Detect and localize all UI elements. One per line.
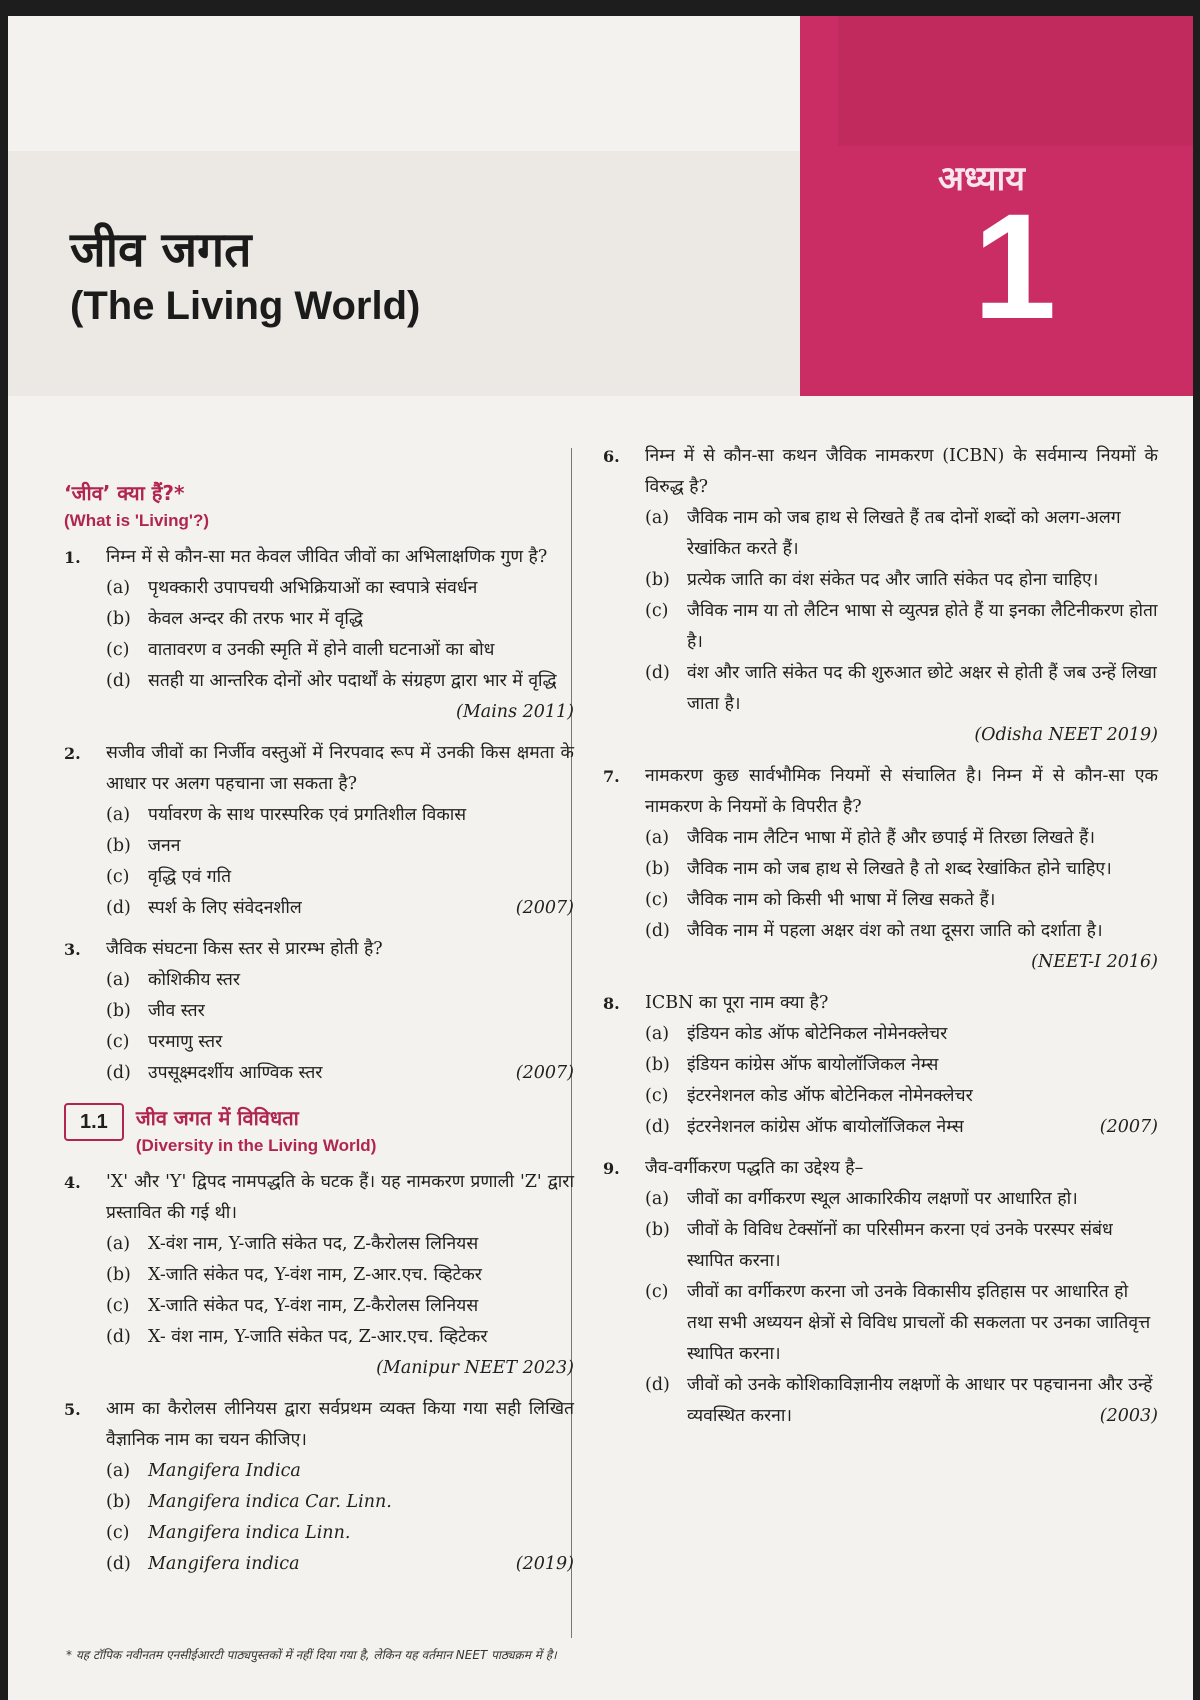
option-c: (c) X-जाति संकेत पद, Y-वंश नाम, Z-कैरोलस लिनियस <box>106 1296 479 1316</box>
question-source: (2019) <box>515 1554 574 1574</box>
question-number: 7. <box>603 767 620 786</box>
question-number: 8. <box>603 994 620 1013</box>
option-d: (d) इंटरनेशनल कांग्रेस ऑफ बायोलॉजिकल नेम्स (2007) <box>645 1112 1158 1143</box>
question-text: निम्न में से कौन-सा मत केवल जीवित जीवों का अभिलाक्षणिक गुण है? <box>106 547 548 567</box>
section-heading-english: (What is 'Living'?) <box>64 511 210 530</box>
question-3 <box>64 934 574 1089</box>
footnote: * यह टॉपिक नवीनतम एनसीईआरटी पाठ्यपुस्तकों में नहीं दिया गया है, लेकिन यह वर्तमान NEET पाठ्यक्रम में है। <box>66 1648 557 1662</box>
chapter-banner-top <box>838 16 1193 146</box>
option-d: (d) वंश और जाति संकेत पद की शुरुआत छोटे अक्षर से होती हैं जब उन्हें लिखा जाता है। <box>645 663 1157 714</box>
question-number: 3. <box>64 940 81 959</box>
question-number: 9. <box>603 1159 620 1178</box>
question-text: 'X' और 'Y' द्विपद नामपद्धति के घटक हैं। यह नामकरण प्रणाली 'Z' द्वारा प्रस्तावित की गई थी। <box>106 1172 574 1223</box>
question-text: जैव-वर्गीकरण पद्धति का उद्देश्य है– <box>645 1158 864 1178</box>
option-b: (b) जीवों के विविध टेक्सॉनों का परिसीमन करना एवं उनके परस्पर संबंध स्थापित करना। <box>645 1220 1113 1271</box>
question-text: आम का कैरोलस लीनियस द्वारा सर्वप्रथम व्यक्त किया गया सही लिखित वैज्ञानिक नाम का चयन कीजिए। <box>106 1399 574 1450</box>
option-c: (c) Mangifera indica Linn. <box>106 1523 351 1543</box>
option-c: (c) वातावरण व उनकी स्मृति में होने वाली घटनाओं का बोध <box>106 640 495 660</box>
question-number: 5. <box>64 1400 81 1419</box>
section-title-hindi: जीव जगत में विविधता <box>135 1106 299 1130</box>
question-text: जैविक संघटना किस स्तर से प्रारम्भ होती है? <box>106 939 383 959</box>
option-a: (a) जैविक नाम लैटिन भाषा में होते हैं और छपाई में तिरछा लिखते हैं। <box>645 828 1096 848</box>
question-5 <box>64 1394 574 1580</box>
option-c: (c) इंटरनेशनल कोड ऑफ बोटेनिकल नोमेनक्लेचर <box>645 1086 973 1106</box>
section-number-box: 1.1 <box>64 1103 124 1141</box>
option-a: (a) X-वंश नाम, Y-जाति संकेत पद, Z-कैरोलस लिनियस <box>106 1234 479 1254</box>
question-7 <box>603 761 1158 978</box>
question-number: 4. <box>64 1173 81 1192</box>
option-a: (a) जीवों का वर्गीकरण स्थूल आकारिकीय लक्षणों पर आधारित हो। <box>645 1189 1078 1209</box>
option-a: (a) पर्यावरण के साथ पारस्परिक एवं प्रगतिशील विकास <box>106 805 467 825</box>
chapter-title-hindi: जीव जगत <box>70 222 252 278</box>
left-column <box>64 474 574 1590</box>
question-source: (Mains 2011) <box>456 702 574 722</box>
question-text: सजीव जीवों का निर्जीव वस्तुओं में निरपवाद रूप में उनकी किस क्षमता के आधार पर अलग पहचाना जा सकता है? <box>106 743 574 794</box>
option-a: (a) पृथक्कारी उपापचयी अभिक्रियाओं का स्वपात्रे संवर्धन <box>106 578 478 598</box>
section-1-1-heading <box>64 1103 574 1159</box>
option-d: (d) उपसूक्ष्मदर्शीय आण्विक स्तर (2007) <box>106 1058 574 1089</box>
question-number: 6. <box>603 447 620 466</box>
option-b: (b) Mangifera indica Car. Linn. <box>106 1492 392 1512</box>
question-9 <box>603 1153 1158 1432</box>
question-source: (Odisha NEET 2019) <box>974 725 1158 745</box>
question-text: निम्न में से कौन-सा कथन जैविक नामकरण (ICBN) के सर्वमान्य नियमों के विरुद्ध है? <box>645 446 1158 497</box>
option-b: (b) प्रत्येक जाति का वंश संकेत पद और जाति संकेत पद होना चाहिए। <box>645 570 1099 590</box>
textbook-page <box>8 16 1193 1700</box>
option-a: (a) कोशिकीय स्तर <box>106 970 241 990</box>
question-8 <box>603 988 1158 1143</box>
chapter-word: अध्याय <box>938 159 1026 199</box>
question-source: (NEET-I 2016) <box>1031 952 1158 972</box>
option-b: (b) इंडियन कांग्रेस ऑफ बायोलॉजिकल नेम्स <box>645 1055 939 1075</box>
option-c: (c) जैविक नाम या तो लैटिन भाषा से व्युत्पन्न होते हैं या इनका लैटिनीकरण होता है। <box>645 601 1158 652</box>
option-d: (d) X- वंश नाम, Y-जाति संकेत पद, Z-आर.एच. व्हिटेकर <box>106 1327 488 1347</box>
chapter-number: 1 <box>973 182 1057 350</box>
question-source: (2003) <box>1099 1406 1158 1426</box>
section-title-english: (Diversity in the Living World) <box>135 1136 377 1155</box>
option-b: (b) जैविक नाम को जब हाथ से लिखते है तो शब्द रेखांकित होने चाहिए। <box>645 859 1112 879</box>
question-6 <box>603 441 1158 751</box>
option-a: (a) Mangifera Indica <box>106 1461 301 1481</box>
section-heading-hindi: ‘जीव’ क्या हैं?* <box>64 481 185 505</box>
option-d: (d) स्पर्श के लिए संवेदनशील (2007) <box>106 893 574 924</box>
question-source: (2007) <box>1099 1117 1158 1137</box>
option-c: (c) वृद्धि एवं गति <box>106 867 232 887</box>
option-c: (c) जीवों का वर्गीकरण करना जो उनके विकासीय इतिहास पर आधारित हो तथा सभी अध्ययन क्षेत्रों से विविध प्राचलों की सकलता पर उनका जातिवृत्त स्थापित करना। <box>645 1282 1151 1364</box>
question-4 <box>64 1167 574 1384</box>
chapter-title-english: (The Living World) <box>70 284 421 328</box>
question-source: (Manipur NEET 2023) <box>376 1358 574 1378</box>
question-1 <box>64 542 574 728</box>
option-d: (d) Mangifera indica (2019) <box>106 1549 574 1580</box>
option-a: (a) इंडियन कोड ऑफ बोटेनिकल नोमेनक्लेचर <box>645 1024 948 1044</box>
option-b: (b) जीव स्तर <box>106 1001 205 1021</box>
question-text: नामकरण कुछ सार्वभौमिक नियमों से संचालित है। निम्न में से कौन-सा एक नामकरण के नियमों के विपरीत है? <box>645 766 1158 817</box>
option-d: (d) सतही या आन्तरिक दोनों ओर पदार्थों के संग्रहण द्वारा भार में वृद्धि <box>106 671 557 691</box>
question-source: (2007) <box>515 898 574 918</box>
question-2 <box>64 738 574 924</box>
option-b: (b) X-जाति संकेत पद, Y-वंश नाम, Z-आर.एच. व्हिटेकर <box>106 1265 482 1285</box>
option-d: (d) जैविक नाम में पहला अक्षर वंश को तथा दूसरा जाति को दर्शाता है। <box>645 921 1103 941</box>
option-d: (d) जीवों को उनके कोशिकाविज्ञानीय लक्षणों के आधार पर पहचानना और उन्हें व्यवस्थित करना। (2003) <box>645 1370 1158 1432</box>
option-c: (c) जैविक नाम को किसी भी भाषा में लिख सकते हैं। <box>645 890 996 910</box>
option-b: (b) जनन <box>106 836 181 856</box>
question-number: 1. <box>64 548 81 567</box>
option-c: (c) परमाणु स्तर <box>106 1032 223 1052</box>
question-source: (2007) <box>515 1063 574 1083</box>
right-column <box>603 441 1158 1442</box>
option-a: (a) जैविक नाम को जब हाथ से लिखते हैं तब दोनों शब्दों को अलग-अलग रेखांकित करते हैं। <box>645 508 1121 559</box>
question-number: 2. <box>64 744 81 763</box>
option-b: (b) केवल अन्दर की तरफ भार में वृद्धि <box>106 609 363 629</box>
question-text: ICBN का पूरा नाम क्या है? <box>645 993 829 1013</box>
